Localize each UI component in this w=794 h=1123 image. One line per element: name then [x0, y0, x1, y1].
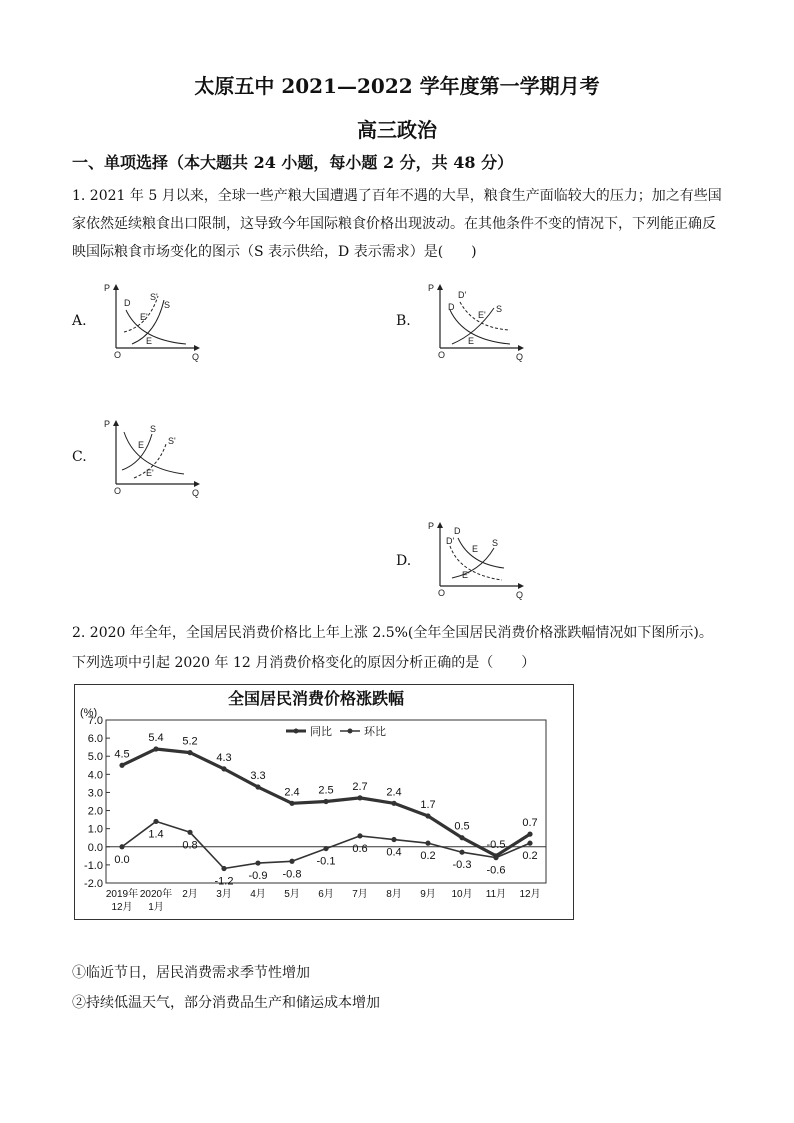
axis-o: O: [438, 588, 446, 598]
y-tick-label: -2.0: [84, 878, 103, 890]
label-d-prime: D': [446, 536, 455, 546]
data-point-mom: [425, 841, 430, 846]
data-point-mom: [459, 850, 464, 855]
y-axis-unit: (%): [80, 707, 98, 719]
label-s-prime: S': [168, 436, 176, 446]
x-tick-label: 8月: [386, 889, 402, 900]
axis-q: Q: [192, 352, 200, 362]
option-b-graph[interactable]: [424, 282, 529, 362]
data-label-mom: 0.4: [386, 846, 402, 859]
data-label-mom: 0.6: [352, 842, 368, 855]
data-label-mom: 0.2: [522, 850, 538, 863]
y-tick-label: 2.0: [87, 805, 103, 818]
data-point-mom: [493, 855, 498, 860]
axis-o: O: [114, 350, 122, 360]
option-b-label[interactable]: B.: [396, 313, 411, 329]
data-point-mom: [391, 837, 396, 842]
data-label-yoy: 3.3: [250, 770, 266, 783]
data-point-mom: [119, 844, 124, 849]
label-s: S: [150, 424, 157, 434]
statement-2: ②持续低温天气，部分消费品生产和储运成本增加: [72, 995, 380, 1011]
question-2-text: 2. 2020 年全年，全国居民消费价格比上年上涨 2.5%(全年全国居民消费价格涨跌幅情况如下图所示)。下列选项中引起 2020 年 12 月消费价格变化的原因分析正确的是（ ）: [72, 625, 713, 671]
y-tick-label: 7.0: [87, 715, 103, 727]
data-point-yoy: [221, 766, 226, 771]
data-point-yoy: [357, 795, 362, 800]
data-point-mom: [289, 859, 294, 864]
y-axis-arrow: [437, 522, 443, 528]
label-e: E: [138, 440, 145, 450]
x-axis-arrow: [194, 345, 200, 351]
data-point-mom: [323, 846, 328, 851]
option-a-label[interactable]: A.: [72, 313, 87, 329]
data-point-yoy: [527, 832, 532, 837]
data-point-yoy: [119, 763, 124, 768]
x-tick-label: 2020年: [139, 889, 173, 900]
label-d: D: [454, 526, 461, 536]
x-tick-label: 3月: [216, 889, 232, 900]
x-tick-label: 9月: [420, 889, 436, 900]
data-point-yoy: [187, 750, 192, 755]
y-tick-label: 3.0: [87, 787, 103, 800]
option-d-label[interactable]: D.: [396, 553, 412, 569]
y-tick-label: 5.0: [87, 751, 103, 764]
y-axis-arrow: [113, 284, 119, 290]
legend-mom-marker: [348, 729, 353, 734]
data-label-yoy: 0.7: [522, 817, 538, 830]
axis-p: P: [428, 283, 435, 293]
data-label-yoy: 1.7: [420, 798, 436, 811]
data-label-mom: 0.2: [420, 850, 436, 863]
data-label-yoy: 5.2: [182, 735, 198, 748]
label-d: D: [448, 302, 455, 312]
option-d-graph[interactable]: [424, 520, 529, 600]
axis-p: P: [104, 283, 111, 293]
axis-q: Q: [192, 488, 200, 498]
x-axis-arrow: [518, 583, 524, 589]
data-label-mom: 0.8: [182, 839, 198, 852]
x-tick-label: 11月: [485, 889, 507, 900]
x-tick-label: 10月: [451, 889, 473, 900]
data-label-yoy: 2.7: [352, 780, 368, 793]
x-tick-label: 1月: [148, 902, 164, 913]
option-c-graph[interactable]: [100, 418, 205, 498]
data-label-mom: 0.0: [114, 853, 130, 866]
axis-p: P: [428, 521, 435, 531]
data-point-mom: [255, 860, 260, 865]
axis-o: O: [438, 350, 446, 360]
data-label-yoy: 5.4: [148, 731, 164, 744]
data-point-mom: [527, 841, 532, 846]
data-label-mom: -0.9: [248, 870, 268, 883]
y-tick-label: -1.0: [84, 859, 103, 872]
x-tick-label: 12月: [111, 902, 133, 913]
data-point-mom: [153, 819, 158, 824]
y-axis-arrow: [437, 284, 443, 290]
exam-subject: 高三政治: [357, 118, 437, 142]
data-point-yoy: [289, 801, 294, 806]
data-point-mom: [221, 866, 226, 871]
y-tick-label: 1.0: [87, 823, 103, 836]
data-point-yoy: [459, 835, 464, 840]
x-axis-arrow: [518, 345, 524, 351]
label-d: D: [124, 298, 131, 308]
y-tick-label: 0.0: [87, 841, 103, 854]
label-e-prime: E': [140, 312, 148, 322]
label-s: S: [496, 304, 503, 314]
label-s: S: [164, 300, 171, 310]
label-s-prime: S': [150, 292, 158, 302]
label-e: E: [468, 336, 475, 346]
label-d-prime: D': [458, 290, 467, 300]
question-1-text: 1. 2021 年 5 月以来，全球一些产粮大国遭遇了百年不遇的大旱，粮食生产面临较大的压力；加之有些国家依然延续粮食出口限制，这导致今年国际粮食价格出现波动。在其他条件不变的情况下，下列能正确反映国际粮食市场变化的图示（S 表示供给，D 表示需求）是( ): [72, 188, 722, 260]
cpi-chart: [74, 684, 574, 920]
section-heading: 一、单项选择（本大题共 24 小题，每小题 2 分，共 48 分）: [72, 153, 514, 172]
data-label-mom: -0.6: [486, 864, 506, 877]
data-point-yoy: [391, 801, 396, 806]
y-tick-label: 6.0: [87, 733, 103, 746]
option-a-graph[interactable]: [100, 282, 205, 362]
data-label-yoy: 0.5: [454, 820, 470, 833]
label-e: E: [472, 544, 479, 554]
legend-yoy-label: 同比: [310, 726, 332, 738]
x-tick-label: 6月: [318, 889, 334, 900]
x-tick-label: 4月: [250, 889, 266, 900]
axis-q: Q: [516, 590, 524, 600]
data-label-mom: -1.2: [214, 875, 234, 888]
data-label-mom: -0.8: [282, 868, 302, 881]
data-label-yoy: 2.4: [386, 786, 402, 799]
label-e-prime: E': [462, 570, 470, 580]
data-label-mom: -0.1: [316, 855, 336, 868]
data-point-yoy: [425, 813, 430, 818]
label-e-prime: E': [478, 310, 486, 320]
exam-title: 太原五中 2021—2022 学年度第一学期月考: [194, 74, 600, 98]
data-label-yoy: 4.5: [114, 748, 130, 761]
x-tick-label: 7月: [352, 889, 368, 900]
x-axis-arrow: [194, 481, 200, 487]
data-label-mom: -0.3: [452, 859, 472, 872]
label-e: E: [146, 336, 153, 346]
data-label-yoy: -0.5: [486, 838, 506, 851]
data-label-yoy: 4.3: [216, 751, 232, 764]
axis-o: O: [114, 486, 122, 496]
x-tick-label: 5月: [284, 889, 300, 900]
y-tick-label: 4.0: [87, 769, 103, 782]
x-tick-label: 2019年: [105, 889, 139, 900]
y-axis-arrow: [113, 420, 119, 426]
data-label-mom: 1.4: [148, 828, 164, 841]
data-point-yoy: [153, 746, 158, 751]
axis-p: P: [104, 419, 111, 429]
data-label-yoy: 2.4: [284, 786, 300, 799]
option-c-label[interactable]: C.: [72, 449, 87, 465]
data-point-yoy: [255, 784, 260, 789]
data-point-mom: [357, 833, 362, 838]
chart-title: 全国居民消费价格涨跌幅: [227, 691, 405, 708]
label-s: S: [492, 538, 499, 548]
axis-q: Q: [516, 352, 524, 362]
x-tick-label: 12月: [519, 889, 541, 900]
label-e-prime: E': [146, 468, 154, 478]
statement-1: ①临近节日，居民消费需求季节性增加: [72, 965, 310, 981]
data-label-yoy: 2.5: [318, 784, 334, 797]
data-point-yoy: [323, 799, 328, 804]
legend-yoy-marker: [294, 729, 299, 734]
x-tick-label: 2月: [182, 889, 198, 900]
data-point-mom: [187, 830, 192, 835]
legend-mom-label: 环比: [364, 726, 386, 738]
